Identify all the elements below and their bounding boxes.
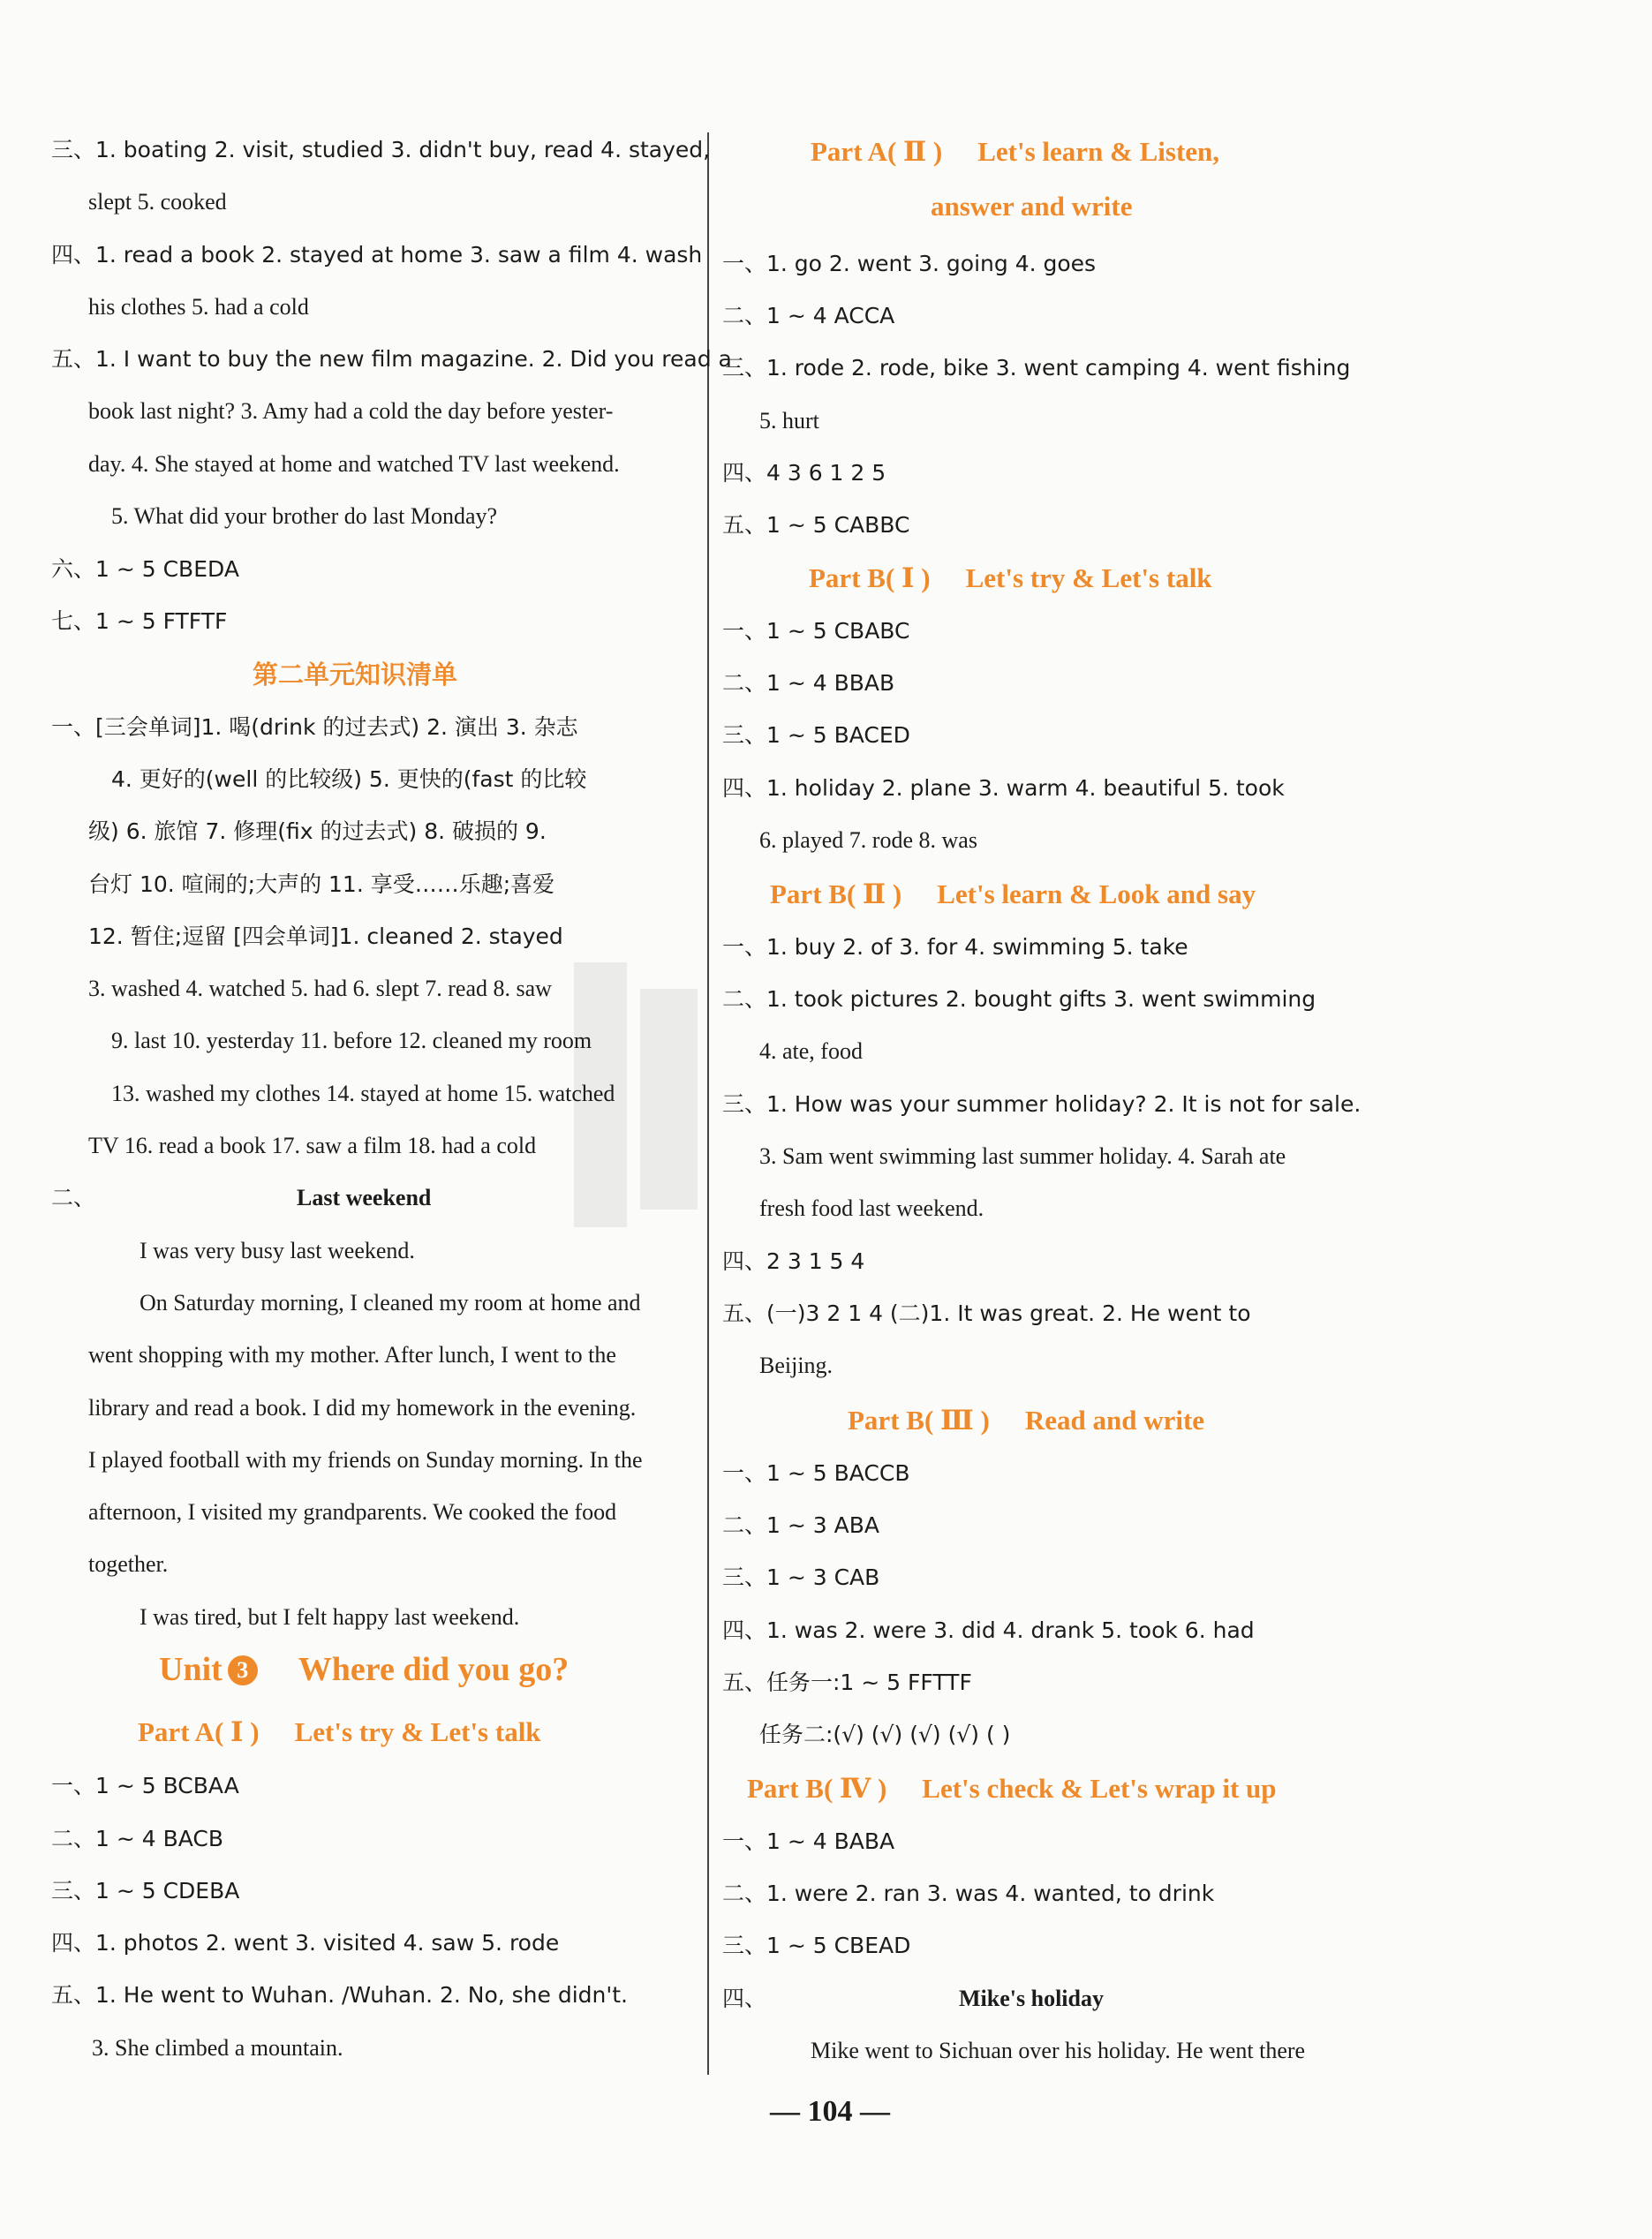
part-title: Let's try & Let's talk (965, 562, 1212, 593)
part-label: Part A( Ⅰ ) (138, 1716, 260, 1747)
part-label: Part A( Ⅱ ) (811, 136, 943, 167)
answer-line: 五、任务一:1 ~ 5 FFTTF (722, 1670, 972, 1695)
part-heading (747, 1772, 1277, 1806)
answer-line: 三、1. rode 2. rode, bike 3. went camping 4. went fishing (722, 355, 1351, 381)
column-divider (707, 132, 709, 2075)
vocab-line: 12. 暂住;逗留 [四会单词]1. cleaned 2. stayed (88, 923, 563, 949)
answer-line: 五、1. He went to Wuhan. /Wuhan. 2. No, she didn't. (51, 1982, 629, 2008)
part-heading (811, 135, 1219, 169)
vocab-line: 一、[三会单词]1. 喝(drink 的过去式) 2. 演出 3. 杂志 (51, 714, 578, 740)
answer-line: 四、1. photos 2. went 3. visited 4. saw 5. rode (51, 1930, 560, 1956)
answer-line: 三、1 ~ 5 CBEAD (722, 1933, 911, 1958)
answer-line: 3. She climbed a mountain. (92, 2035, 343, 2061)
answer-line: 二、1 ~ 4 BACB (51, 1826, 224, 1851)
answer-line: 3. Sam went swimming last summer holiday. 4. Sarah ate (759, 1143, 1286, 1169)
answer-line: fresh food last weekend. (759, 1195, 984, 1221)
answer-line: 四、1. holiday 2. plane 3. warm 4. beautiful 5. took (722, 775, 1285, 801)
answer-line: 七、1 ~ 5 FTFTF (51, 608, 228, 634)
answer-line: 一、1 ~ 5 CBABC (722, 618, 910, 644)
answer-line: slept 5. cooked (88, 189, 227, 215)
answer-line: 一、1 ~ 5 BCBAA (51, 1773, 239, 1798)
essay-line: library and read a book. I did my homework in the evening. (88, 1395, 637, 1421)
answer-line: 二、1 ~ 3 ABA (722, 1512, 879, 1538)
answer-line: 六、1 ~ 5 CBEDA (51, 556, 239, 582)
answer-line: 五、1 ~ 5 CABBC (722, 512, 910, 538)
answer-line: 一、1 ~ 5 BACCB (722, 1460, 910, 1486)
vocab-line: 9. last 10. yesterday 11. before 12. cleaned my room (111, 1028, 592, 1053)
answer-line: book last night? 3. Amy had a cold the day before yester- (88, 398, 614, 424)
answer-line: 二、1. took pictures 2. bought gifts 3. went swimming (722, 986, 1316, 1012)
answer-line: 二、1. were 2. ran 3. was 4. wanted, to drink (722, 1881, 1215, 1906)
answer-line: 4. ate, food (759, 1038, 863, 1064)
part-heading (809, 562, 1212, 595)
essay-line: I was very busy last weekend. (140, 1238, 415, 1263)
vocab-line: 13. washed my clothes 14. stayed at home 15. watched (111, 1081, 615, 1106)
essay-title: Last weekend (297, 1185, 432, 1210)
answer-line: 四、1. was 2. were 3. did 4. drank 5. took 6. had (722, 1617, 1255, 1643)
vocab-line: 4. 更好的(well 的比较级) 5. 更快的(fast 的比较 (111, 766, 587, 792)
essay-label: 二、 (51, 1185, 96, 1210)
part-title: Let's try & Let's talk (294, 1716, 541, 1747)
answer-line: 四、1. read a book 2. stayed at home 3. saw a film 4. wash (51, 242, 703, 268)
part-title: Let's learn & Listen, (977, 136, 1220, 167)
part-heading (848, 1404, 1204, 1437)
part-heading (138, 1715, 541, 1749)
part-label: Part B( Ⅳ ) (747, 1773, 887, 1804)
answer-line: 四、2 3 1 5 4 (722, 1248, 865, 1274)
answer-line: day. 4. She stayed at home and watched TV last weekend. (88, 451, 620, 477)
vocab-line: 台灯 10. 喧闹的;大声的 11. 享受……乐趣;喜爱 (88, 871, 555, 897)
vocab-line: 级) 6. 旅馆 7. 修理(fix 的过去式) 8. 破损的 9. (88, 818, 547, 844)
page-number: — 104 — (770, 2095, 890, 2128)
unit-title: Where did you go? (298, 1651, 570, 1688)
part-title: Let's check & Let's wrap it up (922, 1773, 1277, 1804)
part-heading-continued: answer and write (931, 191, 1133, 222)
unit-heading (159, 1653, 569, 1686)
answer-line: 5. hurt (759, 408, 819, 433)
essay-line: Mike went to Sichuan over his holiday. He went there (811, 2038, 1306, 2063)
answer-line: 一、1 ~ 4 BABA (722, 1828, 895, 1854)
unit-word: Unit (159, 1651, 223, 1688)
answer-line: 二、1 ~ 4 BBAB (722, 670, 895, 696)
answer-line: 三、1 ~ 5 CDEBA (51, 1878, 240, 1904)
answer-line: 四、4 3 6 1 2 5 (722, 460, 886, 486)
essay-line: afternoon, I visited my grandparents. We cooked the food (88, 1499, 617, 1525)
answer-line: 三、1 ~ 5 BACED (722, 722, 910, 748)
part-label: Part B( Ⅰ ) (809, 562, 931, 593)
part-label: Part B( Ⅱ ) (770, 878, 902, 909)
answer-line: his clothes 5. had a cold (88, 294, 309, 320)
answer-line: 一、1. buy 2. of 3. for 4. swimming 5. take (722, 934, 1188, 960)
answer-line: 三、1 ~ 3 CAB (722, 1564, 880, 1590)
vocab-line: TV 16. read a book 17. saw a film 18. had a cold (88, 1133, 537, 1158)
answer-line: 任务二:(√) (√) (√) (√) ( ) (759, 1722, 1011, 1747)
essay-label: 四、 (722, 1986, 767, 2011)
answer-line: 五、(一)3 2 1 4 (二)1. It was great. 2. He went to (722, 1300, 1251, 1326)
essay-title: Mike's holiday (959, 1986, 1104, 2011)
essay-line: together. (88, 1551, 169, 1577)
part-title: Let's learn & Look and say (937, 878, 1256, 909)
part-title: Read and write (1024, 1405, 1205, 1436)
answer-line: Beijing. (759, 1353, 834, 1378)
answer-line: 五、1. I want to buy the new film magazine. 2. Did you read a (51, 346, 732, 372)
answer-line: 6. played 7. rode 8. was (759, 827, 977, 853)
essay-line: On Saturday morning, I cleaned my room at home and (140, 1290, 641, 1316)
essay-line: I played football with my friends on Sunday morning. In the (88, 1447, 643, 1473)
section-heading: 第二单元知识清单 (253, 660, 458, 690)
essay-line: I was tired, but I felt happy last weekend. (140, 1604, 520, 1630)
answer-line: 三、1. How was your summer holiday? 2. It is not for sale. (722, 1091, 1362, 1117)
unit-number-badge: 3 (228, 1655, 258, 1685)
answer-line: 三、1. boating 2. visit, studied 3. didn't buy, read 4. stayed, (51, 137, 711, 162)
part-label: Part B( Ⅲ ) (848, 1405, 990, 1436)
vocab-line: 3. washed 4. watched 5. had 6. slept 7. read 8. saw (88, 976, 552, 1001)
answer-line: 5. What did your brother do last Monday? (111, 503, 498, 529)
part-heading (770, 878, 1256, 911)
answer-line: 二、1 ~ 4 ACCA (722, 303, 895, 328)
essay-line: went shopping with my mother. After lunch, I went to the (88, 1342, 616, 1368)
answer-line: 一、1. go 2. went 3. going 4. goes (722, 251, 1097, 276)
